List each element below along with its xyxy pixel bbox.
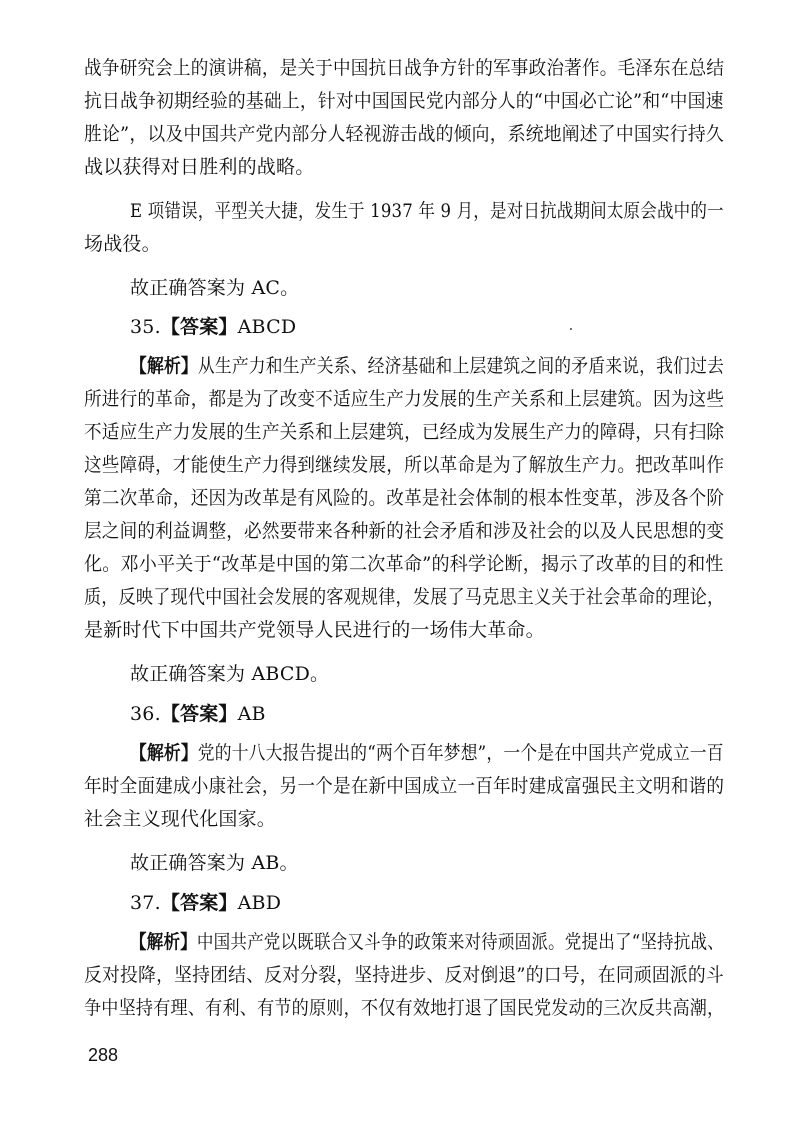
question-number: 37. [130,892,161,914]
answer-conclusion: 故正确答案为 AC。 [130,277,300,299]
question-number: 36. [130,703,161,725]
answer-heading [130,699,266,729]
answer-tag: 【答案】 [160,892,238,914]
explanation-line: 【解析】党的十八大报告提出的“两个百年梦想”，一个是在中国共产党成立一百 [130,742,724,764]
explanation-line: 化。邓小平关于“改革是中国的第二次革命”的科学论断，揭示了改革的目的和性 [84,553,724,575]
explanation-line: 【解析】从生产力和生产关系、经济基础和上层建筑之间的矛盾来说，我们过去 [130,355,725,377]
body-text-line: 胜论”，以及中国共产党内部分人轻视游击战的倾向，系统地阐述了中国实行持久 [84,123,724,145]
explanation-line: 社会主义现代化国家。 [84,808,277,830]
answer-conclusion: 故正确答案为 ABCD。 [130,663,330,685]
explanation-tag: 【解析】 [130,355,198,377]
answer-tag: 【答案】 [160,316,238,338]
explanation-line: 层之间的利益调整，必然要带来各种新的社会矛盾和涉及社会的以及人民思想的变 [84,520,725,542]
explanation-tag: 【解析】 [130,931,197,953]
body-text-line: 战以获得对日胜利的战略。 [84,156,315,178]
answer-heading [130,888,281,918]
explanation-tag: 【解析】 [130,742,198,764]
body-text-line: 抗日战争初期经验的基础上，针对中国国民党内部分人的“中国必亡论”和“中国速 [84,90,724,112]
body-text-line: E 项错误，平型关大捷，发生于 1937 年 9 月，是对日抗战期间太原会战中的一 [130,200,724,222]
question-number: 35. [130,316,161,338]
body-text-line: 战争研究会上的演讲稿，是关于中国抗日战争方针的军事政治著作。毛泽东在总结 [84,57,725,79]
explanation-line: 【解析】中国共产党以既联合又斗争的政策来对待顽固派。党提出了“坚持抗战、 [130,931,724,953]
explanation-line: 反对投降，坚持团结、反对分裂，坚持进步、反对倒退”的口号，在同顽固派的斗 [84,964,724,986]
explanation-line: 是新时代下中国共产党领导人民进行的一场伟大革命。 [84,619,545,641]
body-text-line: 场战役。 [84,233,161,255]
answer-value: ABD [237,892,282,914]
explanation-line: 年时全面建成小康社会，另一个是在新中国成立一百年时建成富强民主文明和谐的 [84,775,725,797]
answer-value: ABCD [237,316,297,338]
explanation-line: 质，反映了现代中国社会发展的客观规律，发展了马克思主义关于社会革命的理论， [84,586,725,608]
answer-value: AB [237,703,266,725]
explanation-line: 这些障碍，才能使生产力得到继续发展，所以革命是为了解放生产力。把改革叫作 [84,454,725,476]
answer-conclusion: 故正确答案为 AB。 [130,852,299,874]
explanation-line: 所进行的革命，都是为了改变不适应生产力发展的生产关系和上层建筑。因为这些 [84,388,725,410]
explanation-line: 不适应生产力发展的生产关系和上层建筑，已经成为发展生产力的障碍，只有扫除 [84,421,725,443]
explanation-line: 第二次革命，还因为改革是有风险的。改革是社会体制的根本性变革，涉及各个阶 [84,487,725,509]
answer-heading [130,312,296,342]
page-number: 288 [88,1045,119,1065]
explanation-line: 争中坚持有理、有利、有节的原则，不仅有效地打退了国民党发动的三次反共高潮， [84,997,725,1019]
answer-tag: 【答案】 [160,703,238,725]
scan-speck [570,328,572,330]
